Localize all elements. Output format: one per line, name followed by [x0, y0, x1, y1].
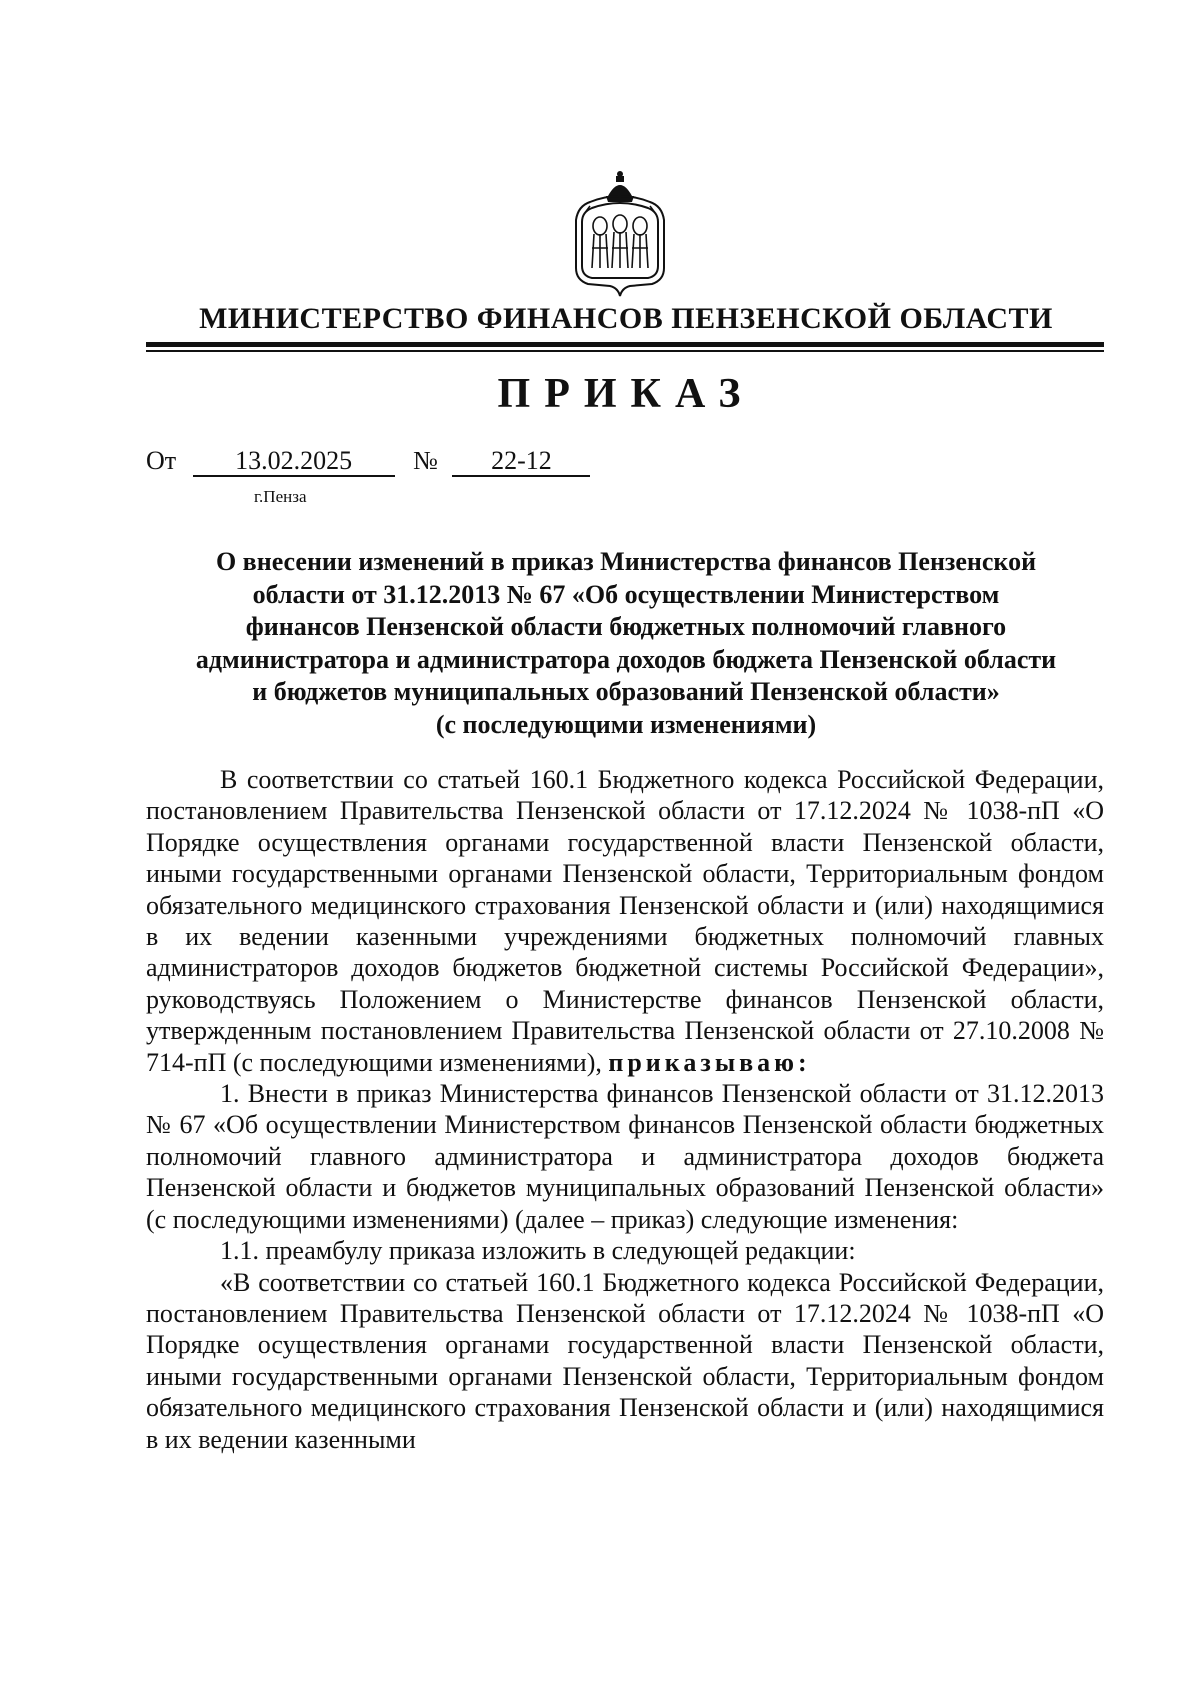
order-word: приказываю:	[608, 1047, 811, 1077]
header-rule-thin	[146, 350, 1104, 352]
title-line: (с последующими изменениями)	[435, 709, 817, 739]
preamble-paragraph	[146, 764, 1104, 1078]
date-prefix: От	[146, 446, 177, 475]
clause-1-1-paragraph: 1.1. преамбулу приказа изложить в следующей редакции:	[220, 1236, 856, 1266]
title-line: администратора и администратора доходов бюджета Пензенской области	[195, 644, 1057, 674]
coat-of-arms-emblem	[570, 168, 670, 298]
document-type-heading: ПРИКАЗ	[497, 371, 755, 417]
order-body	[146, 764, 1104, 1455]
new-preamble-paragraph: «В соответствии со статьей 160.1 Бюджетного кодекса Российской Федерации, постановлением Правительства Пензенской области от 17.12.2024 № 1038-пП «О Порядке осуществления органами государственной власти Пензенской области, иными государственными органами Пензенской области, Территориальным фондом обязательного медицинского страхования Пензенской области и (или) находящимися в их ведении казенными	[146, 1267, 1104, 1454]
title-line: О внесении изменений в приказ Министерства финансов Пензенской	[215, 547, 1037, 576]
order-date: 13.02.2025	[193, 447, 395, 477]
title-line: и бюджетов муниципальных образований Пензенской области»	[252, 677, 1000, 706]
ministry-name: МИНИСТЕРСТВО ФИНАНСОВ ПЕНЗЕНСКОЙ ОБЛАСТИ	[199, 302, 1053, 335]
title-line: области от 31.12.2013 № 67 «Об осуществлении Министерством	[252, 579, 1000, 609]
date-number-line	[146, 446, 590, 477]
order-title	[146, 546, 1106, 741]
preamble-text: В соответствии со статьей 160.1 Бюджетного кодекса Российской Федерации, постановлением Правительства Пензенской области от 17.12.2024 № 1038-пП «О Порядке осуществления органами государственной власти Пензенской области, иными государственными органами Пензенской области, Территориальным фондом обязательного медицинского страхования Пензенской области и (или) находящимися в их ведении казенными учреждениями бюджетных полномочий главных администраторов доходов бюджетов бюджетной системы Российской Федерации», руководствуясь Положением о Министерстве финансов Пензенской области, утвержденным постановлением Правительства Пензенской области от 27.10.2008 № 714-пП (с последующими изменениями),	[146, 765, 1104, 1077]
clause-1-paragraph: 1. Внести в приказ Министерства финансов Пензенской области от 31.12.2013 № 67 «Об осуществлении Министерством финансов Пензенской области бюджетных полномочий главного администратора и администратора доходов бюджета Пензенской области и бюджетов муниципальных образований Пензенской области» (с последующими изменениями) (далее – приказ) следующие изменения:	[146, 1079, 1104, 1234]
title-line: финансов Пензенской области бюджетных полномочий главного	[245, 612, 1007, 641]
city-label: г.Пенза	[254, 487, 307, 506]
header-rule-thick	[146, 342, 1104, 347]
order-number: 22-12	[452, 447, 590, 477]
number-prefix: №	[413, 446, 438, 475]
